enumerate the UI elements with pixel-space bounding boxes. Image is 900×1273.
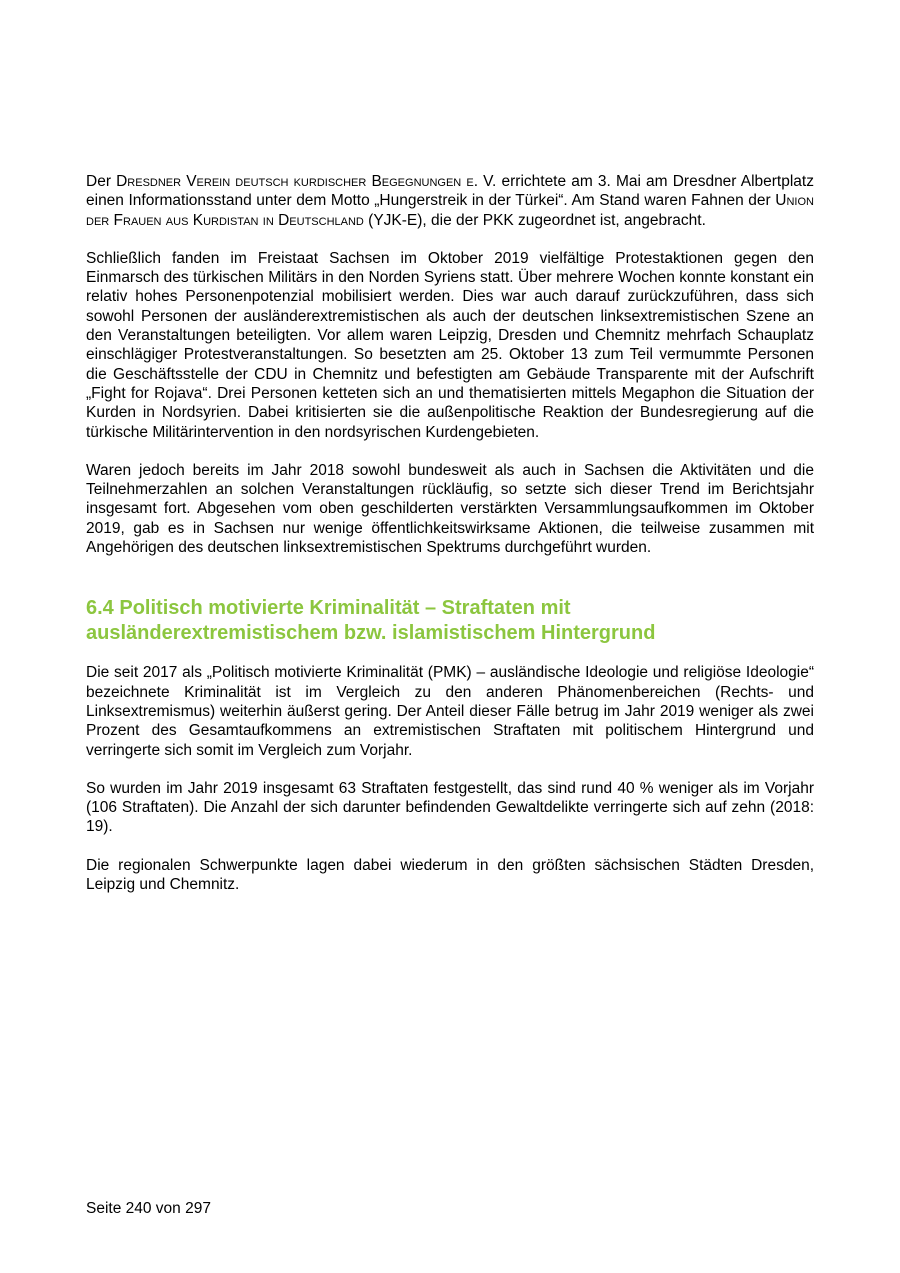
page-number: Seite 240 von 297	[86, 1200, 211, 1217]
document-body	[86, 172, 814, 894]
paragraph-straftaten-2019: So wurden im Jahr 2019 insgesamt 63 Straftaten festgestellt, das sind rund 40 % weniger als im Vorjahr (106 Straftaten). Die Anzahl der sich darunter befindenden Gewaltdelikte verringerte sich auf zehn (2018: 19).	[86, 779, 814, 836]
paragraph-text: (YJK-E), die der PKK zugeordnet ist, angebracht.	[363, 211, 706, 229]
paragraph-dresdner-verein	[86, 172, 814, 230]
organization-name-dresdner-verein: Dresdner Verein deutsch kurdischer Begegnungen e. V.	[116, 173, 497, 190]
paragraph-pmk-definition: Die seit 2017 als „Politisch motivierte Kriminalität (PMK) – ausländische Ideologie und religiöse Ideologie“ bezeichnete Kriminalität ist im Vergleich zu den anderen Phänomenbereichen (Rechts- und Linksextremismus) weiterhin äußerst gering. Der Anteil dieser Fälle betrug im Jahr 2019 weniger als zwei Prozent des Gesamtaufkommens an extremistischen Straftaten mit politischem Hintergrund und verringerte sich somit im Vergleich zum Vorjahr.	[86, 664, 814, 759]
paragraph-text: errichtete am 3. Mai am Dresdner Albertplatz einen Informationsstand unter dem Motto „Hungerstreik in der Türkei“. Am Stand waren Fahnen der	[86, 173, 814, 210]
paragraph-regionale-schwerpunkte: Die regionalen Schwerpunkte lagen dabei wiederum in den größten sächsischen Städten Dresden, Leipzig und Chemnitz.	[86, 856, 814, 894]
section-heading	[86, 596, 814, 646]
organization-name-yjk-e: Union der Frauen aus Kurdistan in Deutschland	[86, 192, 814, 229]
paragraph-text: Der	[86, 173, 117, 190]
section-heading-line-1: 6.4 Politisch motivierte Kriminalität – Straftaten mit	[86, 597, 571, 620]
paragraph-protestaktionen: Schließlich fanden im Freistaat Sachsen im Oktober 2019 vielfältige Protestaktionen gegen den Einmarsch des türkischen Militärs in den Norden Syriens statt. Über mehrere Wochen konnte konstant ein relativ hohes Personenpotenzial mobilisiert werden. Dies war auch darauf zurückzuführen, dass sich sowohl Personen der ausländerextremistischen als auch der deutschen linksextremistischen Szene an den Veranstaltungen beteiligten. Vor allem waren Leipzig, Dresden und Chemnitz mehrfach Schauplatz einschlägiger Protestveranstaltungen. So besetzten am 25. Oktober 13 zum Teil vermummte Personen die Geschäftsstelle der CDU in Chemnitz und befestigten am Gebäude Transparente mit der Aufschrift „Fight for Rojava“. Drei Personen ketteten sich an und thematisierten mittels Megaphon die Situation der Kurden in Nordsyrien. Dabei kritisierten sie die außenpolitische Reaktion der Bundesregierung auf die türkische Militärintervention in den nordsyrischen Kurdengebieten.	[86, 249, 814, 441]
section-heading-line-2: ausländerextremistischem bzw. islamistischem Hintergrund	[86, 622, 656, 645]
paragraph-trend: Waren jedoch bereits im Jahr 2018 sowohl bundesweit als auch in Sachsen die Aktivitäten und die Teilnehmerzahlen an solchen Veranstaltungen rückläufig, so setzte sich dieser Trend im Berichtsjahr insgesamt fort. Abgesehen vom oben geschilderten verstärkten Versammlungsaufkommen im Oktober 2019, gab es in Sachsen nur wenige öffentlichkeitswirksame Aktionen, die teilweise zusammen mit Angehörigen des deutschen linksextremistischen Spektrums durchgeführt wurden.	[86, 461, 814, 557]
